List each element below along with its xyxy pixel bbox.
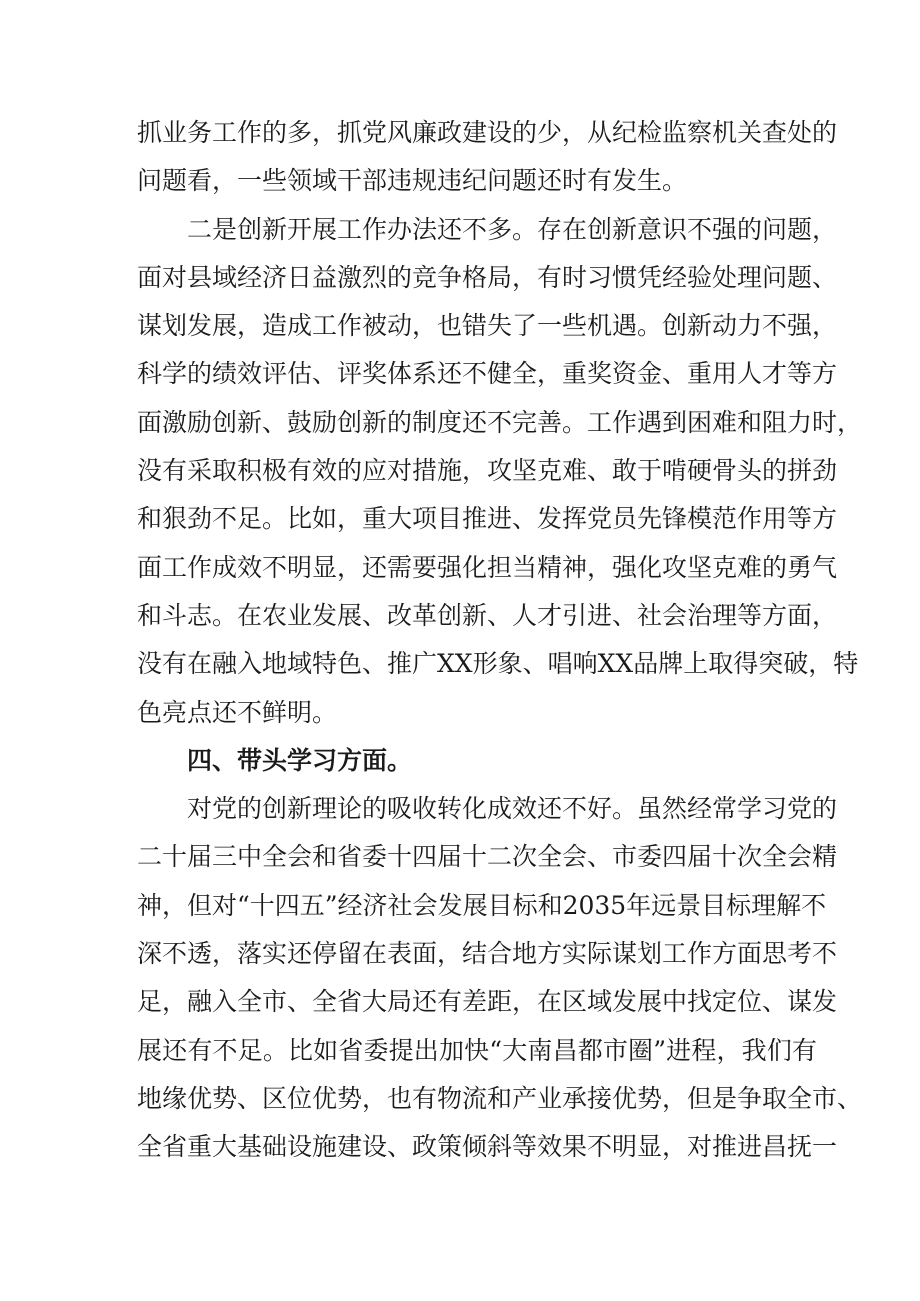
text-line: 问题看，一些领域干部违规违纪问题还时有发生。 xyxy=(137,166,688,196)
text-line: 面激励创新、鼓励创新的制度还不完善。工作遇到困难和阻力时， xyxy=(137,407,863,437)
text-line: 抓业务工作的多，抓党风廉政建设的少，从纪检监察机关查处的 xyxy=(137,118,838,147)
text-line: 足，融入全市、全省大局还有差距，在区域发展中找定位、谋发 xyxy=(137,987,838,1017)
text-line: 地缘优势、区位优势，也有物流和产业承接优势，但是争取全市、 xyxy=(137,1083,863,1113)
text-line: 深不透，落实还停留在表面，结合地方实际谋划工作方面思考不 xyxy=(137,939,838,969)
text-line: 全省重大基础设施建设、政策倾斜等效果不明显，对推进昌抚一 xyxy=(137,1132,838,1162)
text-line: 科学的绩效评估、评奖体系还不健全，重奖资金、重用人才等方 xyxy=(137,359,838,389)
paragraph xyxy=(137,785,863,1171)
text-line: 对党的创新理论的吸收转化成效还不好。虽然经常学习党的 xyxy=(187,794,838,824)
text-line: 没有在融入地域特色、推广XX形象、唱响XX品牌上取得突破，特 xyxy=(137,649,859,679)
paragraph xyxy=(137,206,863,737)
section-heading xyxy=(137,737,817,785)
paragraph xyxy=(137,109,838,206)
text-line: 神，但对“十四五”经济社会发展目标和2035年远景目标理解不 xyxy=(137,890,827,920)
heading-text: 四、带头学习方面。 xyxy=(187,745,413,775)
text-line: 谋划发展，造成工作被动，也错失了一些机遇。创新动力不强， xyxy=(137,311,838,341)
text-line: 和斗志。在农业发展、改革创新、人才引进、社会治理等方面， xyxy=(137,600,838,630)
text-line: 色亮点还不鲜明。 xyxy=(137,697,338,727)
document-body xyxy=(137,109,863,1172)
text-line: 二十届三中全会和省委十四届十二次全会、市委四届十次全会精 xyxy=(137,842,838,872)
text-line: 面对县域经济日益激烈的竞争格局，有时习惯凭经验处理问题、 xyxy=(137,262,838,292)
text-line: 没有采取积极有效的应对措施，攻坚克难、敢于啃硬骨头的拼劲 xyxy=(137,456,838,486)
text-line: 和狠劲不足。比如，重大项目推进、发挥党员先锋模范作用等方 xyxy=(137,504,838,534)
text-line: 二是创新开展工作办法还不多。存在创新意识不强的问题， xyxy=(187,214,838,244)
text-line: 面工作成效不明显，还需要强化担当精神，强化攻坚克难的勇气 xyxy=(137,552,838,582)
text-line: 展还有不足。比如省委提出加快“大南昌都市圈”进程，我们有 xyxy=(137,1035,817,1065)
